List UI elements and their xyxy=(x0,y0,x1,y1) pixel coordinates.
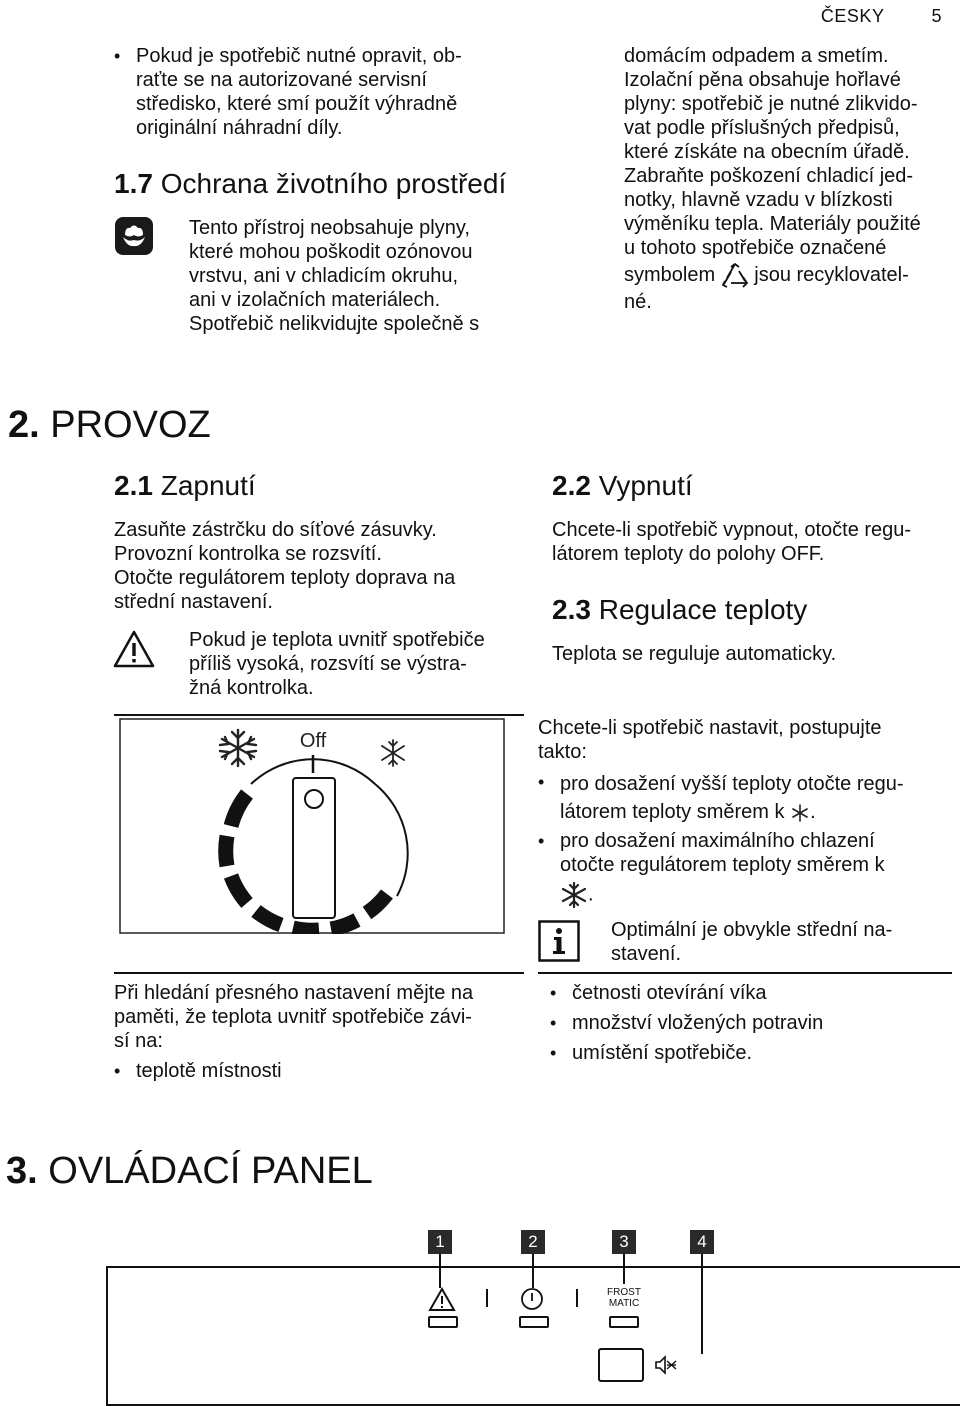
list-text: množství vložených potravin xyxy=(572,1012,824,1034)
text-line: u tohoto spotřebiče označené xyxy=(624,237,887,259)
text-line: raťte se na autorizované servisní xyxy=(136,69,427,91)
temperature-regulation-text: Teplota se reguluje automaticky. xyxy=(552,643,837,665)
text-line: otočte regulátorem teploty směrem k xyxy=(560,854,885,876)
text-line: originální náhradní díly. xyxy=(136,117,343,139)
section-number: 2.3 xyxy=(552,594,591,625)
text-line: vrstvu, ani v chladicím okruhu, xyxy=(189,265,458,287)
recycle-icon xyxy=(721,263,749,289)
text-line: pro dosažení maximálního chlazení xyxy=(560,830,875,852)
text-fragment: . xyxy=(810,801,816,823)
text-line: takto: xyxy=(538,741,587,763)
text-line: Izolační pěna obsahuje hořlavé xyxy=(624,69,901,91)
list-text: umístění spotřebiče. xyxy=(572,1042,753,1064)
callout-2: 2 xyxy=(521,1230,545,1254)
text-line: žná kontrolka. xyxy=(189,677,314,699)
text-line: Chcete-li spotřebič nastavit, postupujte xyxy=(538,717,882,739)
section-title: Regulace teploty xyxy=(598,594,808,625)
callout-3: 3 xyxy=(612,1230,636,1254)
text-line: které získáte na obecním úřadě. xyxy=(624,141,910,163)
text-line: sí na: xyxy=(114,1030,163,1052)
section-number: 2.1 xyxy=(114,470,153,501)
text-line: Otočte regulátorem teploty doprava na xyxy=(114,567,456,589)
text-line: které mohou poškodit ozónovou xyxy=(189,241,473,263)
text-line xyxy=(624,260,954,290)
bullet-dot: • xyxy=(550,1013,557,1033)
text-line: notky, hlavně vzadu v blízkosti xyxy=(624,189,893,211)
text-line: stavení. xyxy=(611,943,682,965)
section-title: OVLÁDACÍ PANEL xyxy=(48,1150,373,1192)
section-heading xyxy=(114,168,506,200)
off-label: Off xyxy=(299,730,327,752)
text-line: Zasuňte zástrčku do síťové zásuvky. xyxy=(114,519,437,541)
indicator-light-alarm xyxy=(428,1316,458,1328)
bullet-dot: • xyxy=(538,772,545,792)
text-line: Při hledání přesného nastavení mějte na xyxy=(114,982,474,1004)
bullet-dot: • xyxy=(114,46,121,66)
text-line: Pokud je teplota uvnitř spotřebiče xyxy=(189,629,485,651)
info-icon xyxy=(538,920,580,962)
indicator-light-power xyxy=(519,1316,549,1328)
frostmatic-button[interactable] xyxy=(598,1348,644,1382)
text-line: Pokud je spotřebič nutné opravit, ob- xyxy=(136,45,462,67)
switch-off-text xyxy=(552,518,957,566)
divider xyxy=(114,972,524,974)
text-line xyxy=(560,798,904,826)
text-line: paměti, že teplota uvnitř spotřebiče závi- xyxy=(114,1006,472,1028)
section-heading xyxy=(6,1150,373,1193)
indicator-light-frostmatic xyxy=(609,1316,639,1328)
text-line: látorem teploty do polohy OFF. xyxy=(552,543,825,565)
symbol-text: jsou recyklovatel- xyxy=(754,264,909,286)
info-text xyxy=(611,918,951,966)
subsection-heading xyxy=(552,470,693,502)
text-line: ani v izolačních materiálech. xyxy=(189,289,441,311)
warning-icon xyxy=(113,630,155,668)
text-line: Zabraňte poškození chladicí jed- xyxy=(624,165,914,187)
text-line xyxy=(560,881,885,909)
subsection-heading xyxy=(114,470,256,502)
adjust-intro-text xyxy=(538,716,952,764)
bullet-dot: • xyxy=(550,1043,557,1063)
section-number: 2. xyxy=(8,404,40,446)
text-line: Chcete-li spotřebič vypnout, otočte regu- xyxy=(552,519,912,541)
divider xyxy=(114,714,524,716)
text-line: Provozní kontrolka se rozsvítí. xyxy=(114,543,382,565)
text-line: né. xyxy=(624,291,652,313)
section-title: Zapnutí xyxy=(160,470,256,501)
snowflake-icon xyxy=(220,730,256,766)
section-title: PROVOZ xyxy=(50,404,211,446)
text-line: plyny: spotřebič je nutné zlikvido- xyxy=(624,93,918,115)
snowflake-icon xyxy=(790,803,810,823)
text-fragment: . xyxy=(588,883,594,906)
text-line: Spotřebič nelikvidujte společně s xyxy=(189,313,480,335)
text-line: středisko, které smí použít výhradně xyxy=(136,93,458,115)
flower-icon xyxy=(114,216,154,256)
divider xyxy=(538,972,952,974)
page-header xyxy=(821,6,942,27)
symbol-text: symbolem xyxy=(624,264,716,286)
subsection-heading xyxy=(552,594,807,626)
text-line: Tento přístroj neobsahuje plyny, xyxy=(189,217,470,239)
bullet-dot: • xyxy=(114,1061,121,1081)
text-line: FROST xyxy=(607,1287,641,1298)
setting-note-text xyxy=(114,981,524,1053)
section-number: 1.7 xyxy=(114,168,153,199)
mute-icon xyxy=(654,1354,678,1376)
snowflake-icon xyxy=(560,881,588,909)
separator xyxy=(486,1289,488,1307)
text-line: výměníku tepla. Materiály použité xyxy=(624,213,921,235)
text-fragment: látorem teploty směrem k xyxy=(560,801,785,823)
text-line: vat podle příslušných předpisů, xyxy=(624,117,900,139)
text-line: střední nastavení. xyxy=(114,591,273,613)
snowflake-icon xyxy=(382,740,404,766)
switch-on-text xyxy=(114,518,524,614)
text-line: Optimální je obvykle střední na- xyxy=(611,919,893,941)
thermostat-dial-illustration xyxy=(119,718,505,934)
callout-4: 4 xyxy=(690,1230,714,1254)
list-text: četnosti otevírání víka xyxy=(572,982,767,1004)
warning-icon xyxy=(428,1287,456,1313)
power-icon xyxy=(520,1287,544,1311)
language-label: ČESKY xyxy=(820,6,885,26)
text-line: příliš vysoká, rozsvítí se výstra- xyxy=(189,653,467,675)
section-title: Ochrana životního prostředí xyxy=(160,168,507,199)
section-heading xyxy=(8,404,211,447)
list-text: teplotě místnosti xyxy=(136,1060,282,1082)
section-number: 2.2 xyxy=(552,470,591,501)
environment-text-continued xyxy=(624,44,954,314)
section-number: 3. xyxy=(6,1150,38,1192)
bullet-dot: • xyxy=(538,831,545,851)
text-line: pro dosažení vyšší teploty otočte regu- xyxy=(560,773,904,795)
text-line: MATIC xyxy=(608,1298,640,1309)
bullet-dot: • xyxy=(550,983,557,1003)
callout-1: 1 xyxy=(428,1230,452,1254)
page-number: 5 xyxy=(931,6,942,26)
environment-text xyxy=(189,216,519,336)
separator xyxy=(576,1289,578,1307)
warning-text xyxy=(189,628,529,700)
section-title: Vypnutí xyxy=(598,470,693,501)
frost-matic-label xyxy=(602,1287,646,1309)
text-line: domácím odpadem a smetím. xyxy=(624,45,889,67)
